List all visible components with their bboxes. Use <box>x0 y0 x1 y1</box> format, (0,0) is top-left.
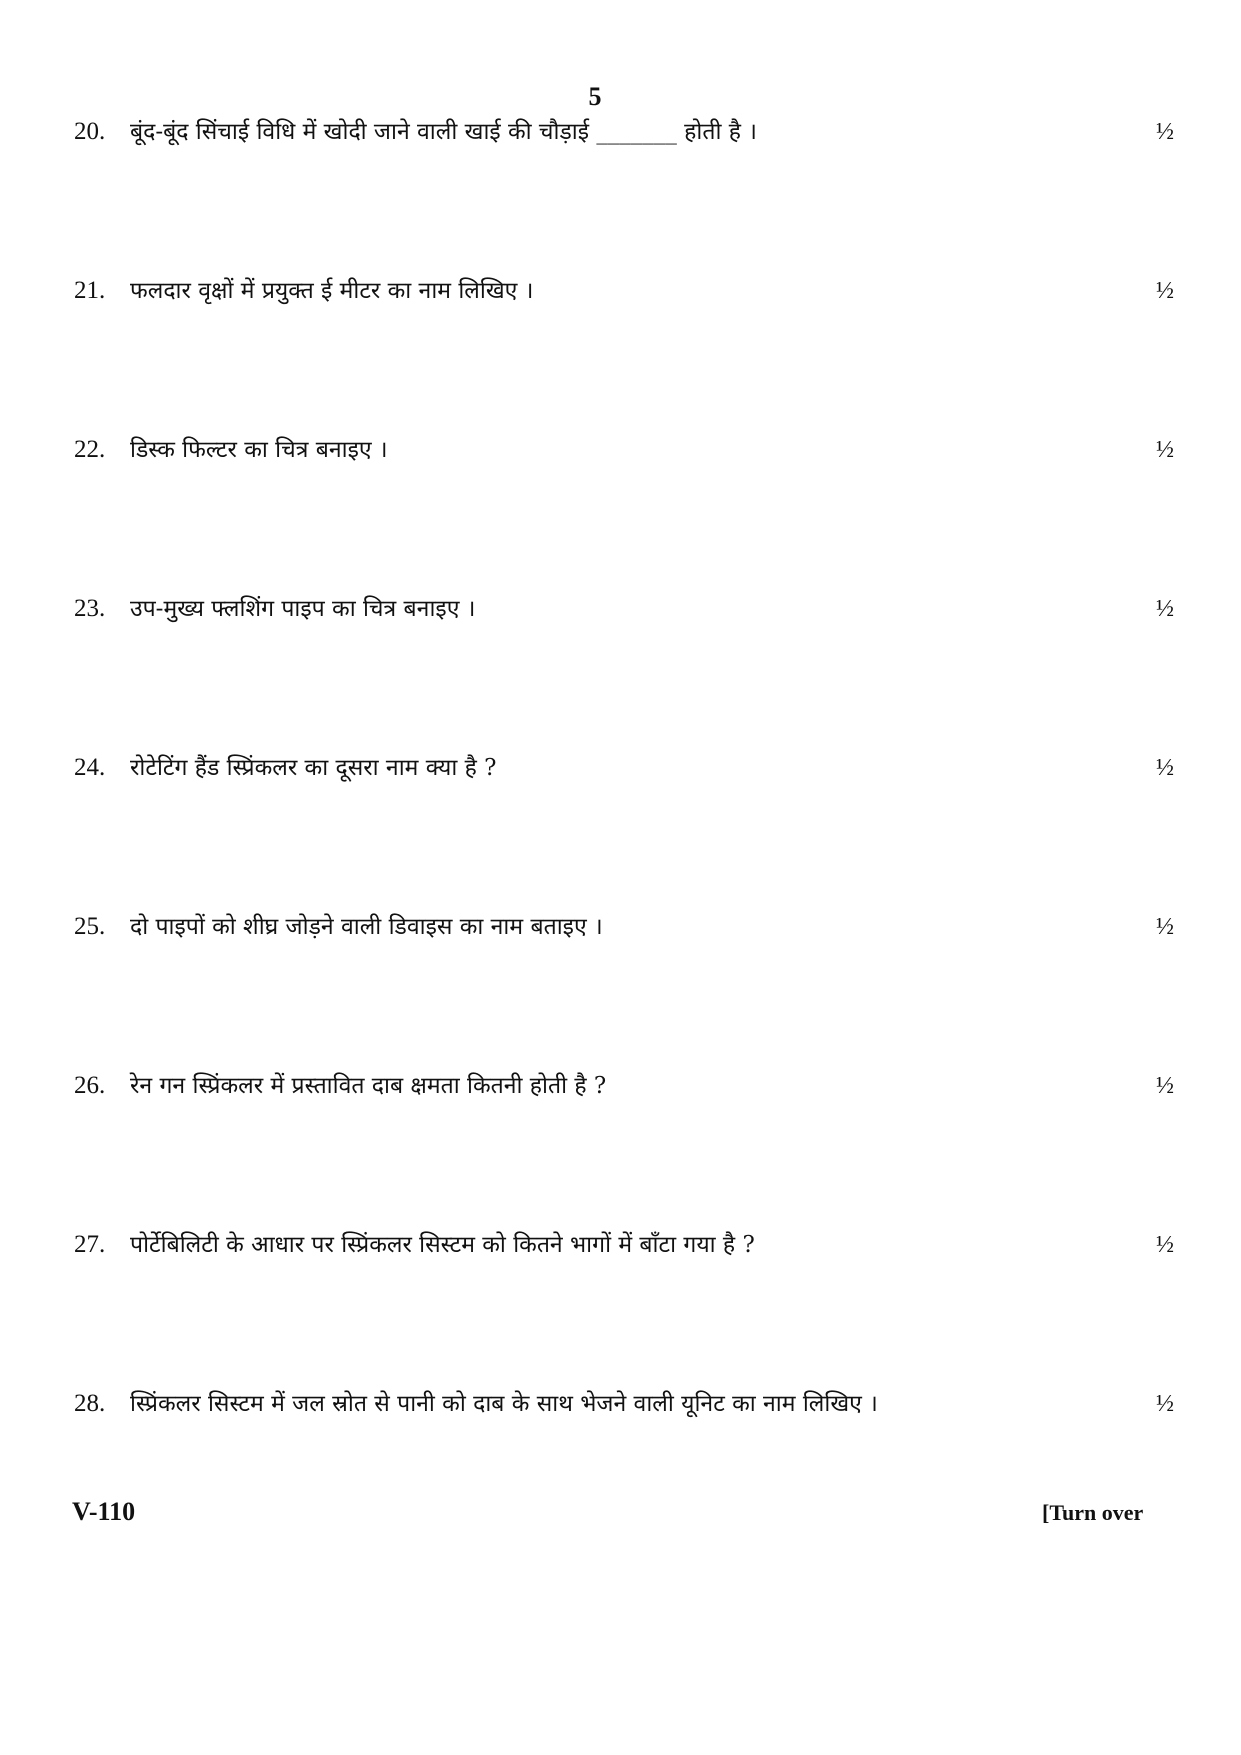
question-marks: ½ <box>1156 119 1174 145</box>
question-marks: ½ <box>1156 278 1174 304</box>
question-text: उप-मुख्य फ्लशिंग पाइप का चित्र बनाइए । <box>130 596 476 622</box>
question-text: रोटेटिंग हैंड स्प्रिंकलर का दूसरा नाम क्या है ? <box>130 755 497 781</box>
question-number: 23. <box>74 595 106 622</box>
question-marks: ½ <box>1156 755 1174 781</box>
question-marks: ½ <box>1156 596 1174 622</box>
question-20 <box>74 114 1174 150</box>
question-text: दो पाइपों को शीघ्र जोड़ने वाली डिवाइस का नाम बताइए । <box>130 914 603 940</box>
question-marks: ½ <box>1156 1391 1174 1417</box>
question-marks: ½ <box>1156 1073 1174 1099</box>
question-marks: ½ <box>1156 914 1174 940</box>
question-number: 28. <box>74 1390 106 1417</box>
question-23 <box>74 591 1174 627</box>
question-27 <box>74 1227 1174 1263</box>
question-marks: ½ <box>1156 437 1174 463</box>
question-text: डिस्क फिल्टर का चित्र बनाइए । <box>130 437 388 463</box>
question-26 <box>74 1068 1174 1104</box>
question-number: 22. <box>74 436 106 463</box>
question-number: 26. <box>74 1072 106 1099</box>
question-text: फलदार वृक्षों में प्रयुक्त ई मीटर का नाम लिखिए । <box>130 278 534 304</box>
question-number: 21. <box>74 277 106 304</box>
page-number: 5 <box>588 82 602 111</box>
question-22 <box>74 432 1174 468</box>
question-28 <box>74 1386 1174 1422</box>
question-text: बूंद-बूंद सिंचाई विधि में खोदी जाने वाली खाई की चौड़ाई _______ होती है । <box>130 119 757 145</box>
question-21 <box>74 273 1174 309</box>
question-number: 24. <box>74 754 106 781</box>
turn-over-note: [Turn over <box>1042 1500 1144 1525</box>
question-text: स्प्रिंकलर सिस्टम में जल स्रोत से पानी को दाब के साथ भेजने वाली यूनिट का नाम लिखिए । <box>130 1391 878 1417</box>
question-text: रेन गन स्प्रिंकलर में प्रस्तावित दाब क्षमता कितनी होती है ? <box>130 1073 607 1099</box>
question-24 <box>74 750 1174 786</box>
question-number: 27. <box>74 1231 106 1258</box>
question-text: पोर्टेबिलिटी के आधार पर स्प्रिंकलर सिस्टम को कितने भागों में बाँटा गया है ? <box>130 1232 755 1258</box>
paper-code: V-110 <box>72 1497 136 1526</box>
question-number: 20. <box>74 118 106 145</box>
question-number: 25. <box>74 913 106 940</box>
question-marks: ½ <box>1156 1232 1174 1258</box>
question-25 <box>74 909 1174 945</box>
